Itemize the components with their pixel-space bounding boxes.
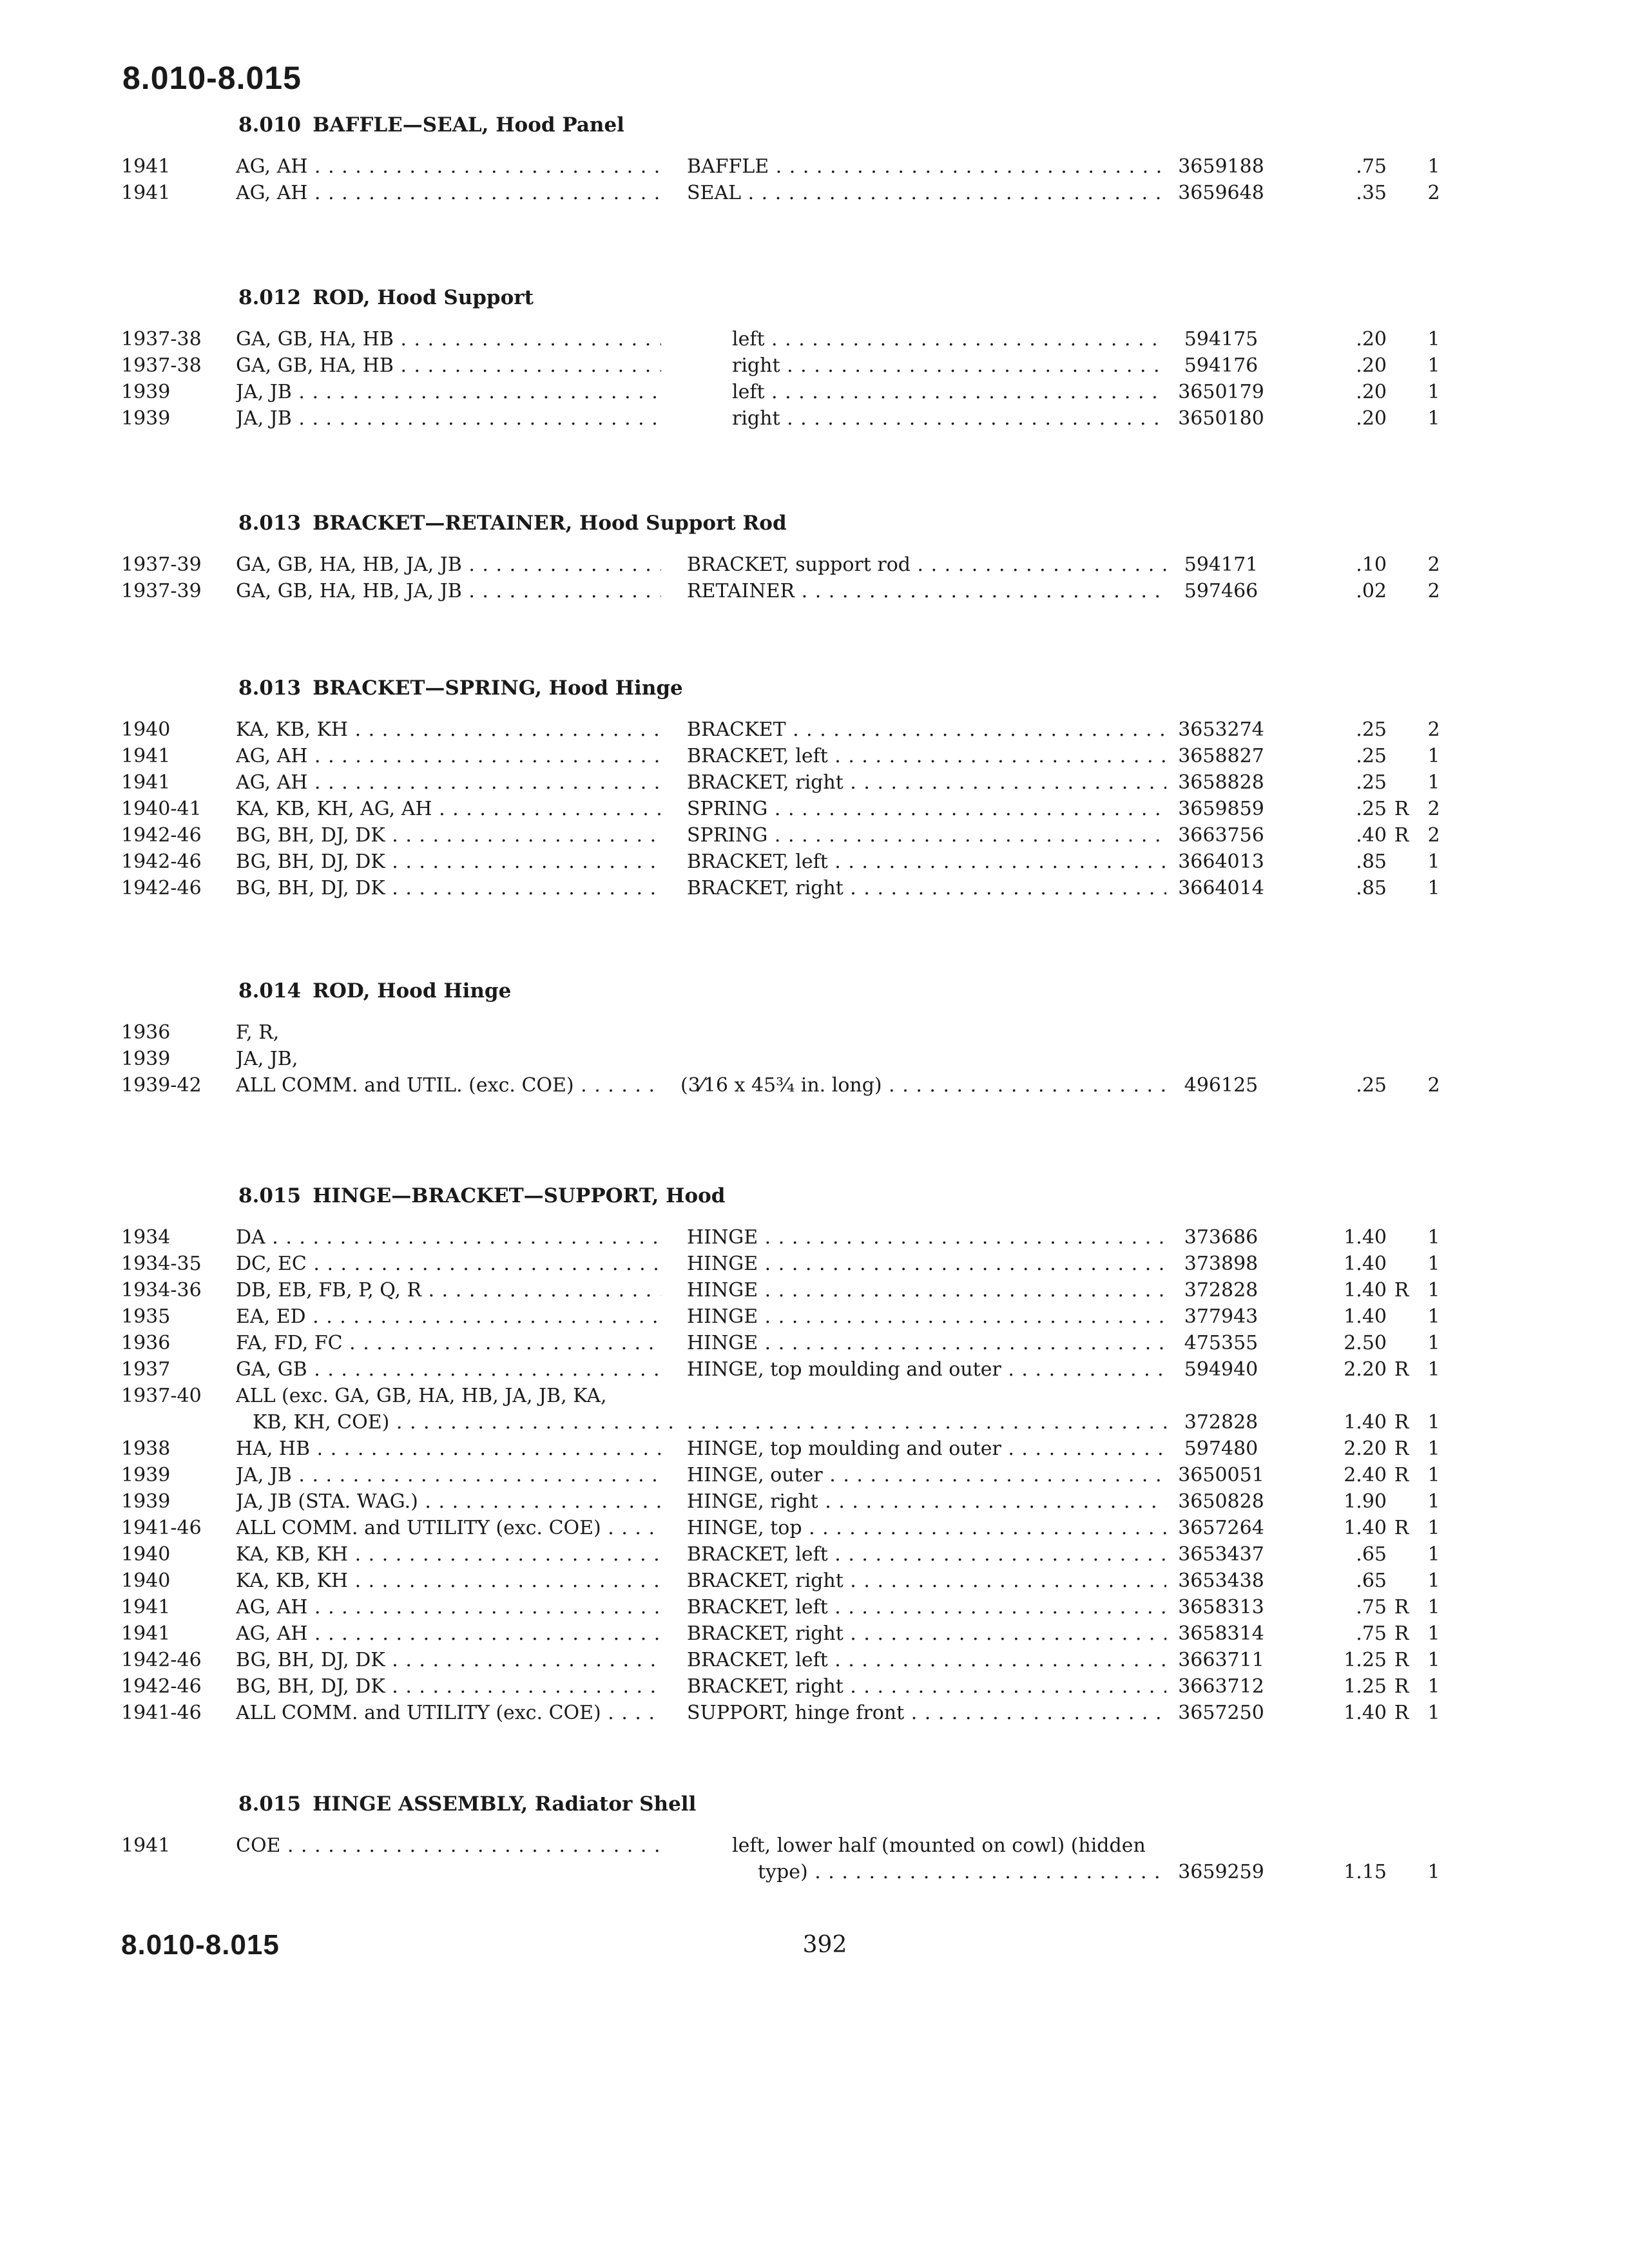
row-year: 1942-46: [121, 850, 202, 873]
row-models: GA, GB . . .: [236, 1356, 661, 1383]
row-quantity: 1: [1427, 155, 1440, 178]
row-price: .65: [1356, 1543, 1387, 1566]
row-year: 1937-39: [121, 580, 202, 602]
row-part-number: 3650828: [1178, 1490, 1264, 1513]
row-price: 1.40: [1344, 1305, 1387, 1328]
row-quantity: 1: [1427, 1332, 1440, 1354]
row-quantity: 1: [1427, 354, 1440, 377]
row-year: 1941: [121, 182, 171, 204]
row-part-number: 3658827: [1178, 745, 1264, 767]
row-year: 1937: [121, 1358, 171, 1381]
section-number: 8.013: [238, 677, 302, 700]
row-quantity: 1: [1427, 1702, 1440, 1724]
row-models: BG, BH, DJ, DK . . .: [236, 1647, 661, 1673]
row-quantity: 1: [1427, 1543, 1440, 1566]
row-part-number: 3659648: [1178, 182, 1264, 204]
row-part-number: 594940: [1184, 1358, 1258, 1381]
row-part: SUPPORT, hinge front . . .: [687, 1700, 1166, 1726]
section-number: 8.013: [238, 512, 302, 535]
row-part: left, lower half (mounted on cowl) (hidden: [732, 1834, 1146, 1857]
row-models: KA, KB, KH . . .: [236, 1568, 661, 1594]
row-models: JA, JB . . .: [236, 379, 661, 405]
row-quantity: 1: [1427, 1305, 1440, 1328]
section-title: BRACKET—SPRING, Hood Hinge: [313, 677, 683, 700]
row-part-number: 3650051: [1178, 1464, 1264, 1486]
row-part-number: 3653274: [1178, 718, 1264, 741]
row-part-number: 373898: [1184, 1253, 1258, 1275]
row-year: 1941: [121, 771, 171, 794]
row-part-number: 372828: [1184, 1411, 1258, 1434]
row-flag: R: [1394, 1649, 1409, 1671]
row-models: JA, JB . . .: [236, 1462, 661, 1488]
row-part-number: 3657250: [1178, 1702, 1264, 1724]
row-part: HINGE . . .: [687, 1330, 1166, 1356]
row-flag: R: [1394, 1464, 1409, 1486]
row-quantity: 1: [1427, 1649, 1440, 1671]
row-models: AG, AH . . .: [236, 743, 661, 769]
row-year: 1939: [121, 1048, 171, 1070]
row-flag: R: [1394, 1675, 1409, 1698]
row-year: 1941-46: [121, 1702, 202, 1724]
row-part-number: 475355: [1184, 1332, 1258, 1354]
row-models: FA, FD, FC . . .: [236, 1330, 661, 1356]
row-price: .25: [1356, 745, 1387, 767]
row-models: BG, BH, DJ, DK . . .: [236, 1673, 661, 1700]
row-price: .20: [1356, 381, 1387, 403]
row-part-number: 3659259: [1178, 1861, 1264, 1883]
row-models: AG, AH . . .: [236, 180, 661, 206]
row-year: 1939: [121, 407, 171, 430]
row-part: left . . .: [732, 379, 1166, 405]
row-models: DA . . .: [236, 1224, 661, 1251]
row-part-number: 597466: [1184, 580, 1258, 602]
section-number: 8.014: [238, 979, 302, 1003]
section-number: 8.012: [238, 286, 302, 309]
row-year: 1941-46: [121, 1517, 202, 1539]
row-part-number: 3653437: [1178, 1543, 1264, 1566]
section-title: ROD, Hood Hinge: [313, 979, 512, 1003]
section-title: HINGE ASSEMBLY, Radiator Shell: [313, 1792, 697, 1816]
row-quantity: 2: [1427, 798, 1440, 820]
section-heading: [238, 286, 534, 309]
row-part-number: 3658828: [1178, 771, 1264, 794]
row-part: BRACKET, left . . .: [687, 1594, 1166, 1620]
row-part: BRACKET, right . . .: [687, 1568, 1166, 1594]
row-quantity: 2: [1427, 718, 1440, 741]
row-quantity: 1: [1427, 877, 1440, 899]
row-part: HINGE, top . . .: [687, 1515, 1166, 1541]
row-year: 1939: [121, 1490, 171, 1513]
row-part: left . . .: [732, 326, 1166, 352]
row-quantity: 1: [1427, 1570, 1440, 1592]
row-flag: R: [1394, 1411, 1409, 1434]
row-part: HINGE . . .: [687, 1277, 1166, 1303]
section-heading: [238, 979, 511, 1003]
row-part: HINGE . . .: [687, 1303, 1166, 1330]
row-price: 1.15: [1344, 1861, 1387, 1883]
row-year: 1938: [121, 1437, 171, 1460]
row-part: BAFFLE . . .: [687, 153, 1166, 180]
row-flag: R: [1394, 798, 1409, 820]
row-year: 1940-41: [121, 798, 202, 820]
section-heading: [238, 113, 624, 137]
row-year: 1940: [121, 1570, 171, 1592]
section-heading: [238, 1184, 725, 1207]
row-part-number: 3653438: [1178, 1570, 1264, 1592]
row-quantity: 1: [1427, 1861, 1440, 1883]
row-flag: R: [1394, 1517, 1409, 1539]
row-models: KB, KH, COE) . . .: [253, 1409, 678, 1436]
row-part-number: 496125: [1184, 1074, 1258, 1097]
row-models: GA, GB, HA, HB . . .: [236, 326, 661, 352]
row-price: 2.20: [1344, 1358, 1387, 1381]
row-part: BRACKET, support rod . . .: [687, 552, 1166, 578]
row-price: .25: [1356, 1074, 1387, 1097]
row-price: 1.25: [1344, 1649, 1387, 1671]
row-models: BG, BH, DJ, DK . . .: [236, 822, 661, 849]
row-models: GA, GB, HA, HB, JA, JB . . .: [236, 578, 661, 604]
row-part-number: 3663756: [1178, 824, 1264, 847]
row-price: .35: [1356, 182, 1387, 204]
page-number: 392: [802, 1932, 847, 1958]
row-part: HINGE, top moulding and outer . . .: [687, 1436, 1166, 1462]
row-year: 1941: [121, 155, 171, 178]
row-part: HINGE, right . . .: [687, 1488, 1166, 1515]
row-price: 1.40: [1344, 1517, 1387, 1539]
row-models: JA, JB (STA. WAG.) . . .: [236, 1488, 661, 1515]
row-part: BRACKET, right . . .: [687, 769, 1166, 796]
row-flag: R: [1394, 1622, 1409, 1645]
row-part: (3⁄16 x 45¾ in. long) . . .: [680, 1072, 1166, 1099]
row-year: 1941: [121, 1596, 171, 1619]
row-price: 1.40: [1344, 1411, 1387, 1434]
row-part-number: 373686: [1184, 1226, 1258, 1249]
row-year: 1942-46: [121, 1649, 202, 1671]
row-models: ALL (exc. GA, GB, HA, HB, JA, JB, KA,: [236, 1385, 607, 1407]
row-part: BRACKET, left . . .: [687, 1541, 1166, 1568]
row-price: .65: [1356, 1570, 1387, 1592]
row-part: [687, 1409, 1166, 1436]
row-quantity: 1: [1427, 850, 1440, 873]
row-part-number: 3664013: [1178, 850, 1264, 873]
section-number: 8.015: [238, 1792, 302, 1816]
row-models: GA, GB, HA, HB . . .: [236, 352, 661, 379]
row-part: BRACKET, left . . .: [687, 1647, 1166, 1673]
row-price: .40: [1356, 824, 1387, 847]
footer-code: 8.010-8.015: [121, 1929, 280, 1961]
row-part: BRACKET, left . . .: [687, 849, 1166, 875]
row-models: KA, KB, KH . . .: [236, 716, 661, 743]
row-models: DC, EC . . .: [236, 1251, 661, 1277]
row-models: F, R,: [236, 1021, 280, 1044]
section-heading: [238, 512, 787, 535]
row-quantity: 1: [1427, 1411, 1440, 1434]
row-flag: R: [1394, 1437, 1409, 1460]
row-year: 1939-42: [121, 1074, 202, 1097]
section-title: ROD, Hood Support: [313, 286, 534, 309]
row-quantity: 2: [1427, 553, 1440, 576]
row-price: .25: [1356, 718, 1387, 741]
row-models: BG, BH, DJ, DK . . .: [236, 849, 661, 875]
row-price: 2.50: [1344, 1332, 1387, 1354]
row-part-number: 3650179: [1178, 381, 1264, 403]
row-quantity: 1: [1427, 328, 1440, 351]
row-price: .75: [1356, 1596, 1387, 1619]
row-models: KA, KB, KH, AG, AH . . .: [236, 796, 661, 822]
row-part: BRACKET, left . . .: [687, 743, 1166, 769]
row-part: SPRING . . .: [687, 822, 1166, 849]
row-models: BG, BH, DJ, DK . . .: [236, 875, 661, 901]
row-part: right . . .: [732, 405, 1166, 432]
row-part-number: 3658314: [1178, 1622, 1264, 1645]
row-models: JA, JB,: [236, 1048, 298, 1070]
row-models: AG, AH . . .: [236, 769, 661, 796]
row-part: HINGE, top moulding and outer . . .: [687, 1356, 1166, 1383]
row-price: .75: [1356, 155, 1387, 178]
row-part-number: 3663711: [1178, 1649, 1264, 1671]
row-part: HINGE, outer . . .: [687, 1462, 1166, 1488]
row-year: 1941: [121, 745, 171, 767]
row-models: ALL COMM. and UTILITY (exc. COE) . . .: [236, 1515, 661, 1541]
row-quantity: 2: [1427, 824, 1440, 847]
row-quantity: 1: [1427, 1226, 1440, 1249]
row-price: 1.40: [1344, 1226, 1387, 1249]
row-quantity: 1: [1427, 1675, 1440, 1698]
row-part: BRACKET . . .: [687, 716, 1166, 743]
row-year: 1940: [121, 718, 171, 741]
row-flag: R: [1394, 1279, 1409, 1302]
row-price: .20: [1356, 354, 1387, 377]
section-title: BRACKET—RETAINER, Hood Support Rod: [313, 512, 787, 535]
row-price: .75: [1356, 1622, 1387, 1645]
row-quantity: 1: [1427, 1464, 1440, 1486]
row-part: BRACKET, right . . .: [687, 1673, 1166, 1700]
row-models: ALL COMM. and UTIL. (exc. COE) . . .: [236, 1072, 661, 1099]
row-flag: R: [1394, 1596, 1409, 1619]
row-part: HINGE . . .: [687, 1224, 1166, 1251]
row-price: .25: [1356, 771, 1387, 794]
section-number: 8.010: [238, 113, 302, 137]
row-flag: R: [1394, 1702, 1409, 1724]
row-price: 1.25: [1344, 1675, 1387, 1698]
row-models: KA, KB, KH . . .: [236, 1541, 661, 1568]
row-part: HINGE . . .: [687, 1251, 1166, 1277]
row-quantity: 1: [1427, 1437, 1440, 1460]
row-quantity: 2: [1427, 182, 1440, 204]
row-quantity: 1: [1427, 745, 1440, 767]
row-part-number: 3658313: [1178, 1596, 1264, 1619]
row-models: EA, ED . . .: [236, 1303, 661, 1330]
row-quantity: 1: [1427, 1622, 1440, 1645]
row-price: 2.20: [1344, 1437, 1387, 1460]
row-models: AG, AH . . .: [236, 1620, 661, 1647]
row-year: 1941: [121, 1622, 171, 1645]
row-year: 1939: [121, 381, 171, 403]
row-year: 1936: [121, 1332, 171, 1354]
row-part: RETAINER . . .: [687, 578, 1166, 604]
row-part-number: 3657264: [1178, 1517, 1264, 1539]
row-price: 1.40: [1344, 1253, 1387, 1275]
row-part-number: 377943: [1184, 1305, 1258, 1328]
row-year: 1937-38: [121, 328, 202, 351]
row-year: 1934-35: [121, 1253, 202, 1275]
row-year: 1937-40: [121, 1385, 202, 1407]
row-part: SEAL . . .: [687, 180, 1166, 206]
row-year: 1940: [121, 1543, 171, 1566]
row-part: BRACKET, right . . .: [687, 875, 1166, 901]
row-price: .20: [1356, 407, 1387, 430]
row-price: 1.90: [1344, 1490, 1387, 1513]
row-models: GA, GB, HA, HB, JA, JB . . .: [236, 552, 661, 578]
row-year: 1935: [121, 1305, 171, 1328]
row-part: BRACKET, right . . .: [687, 1620, 1166, 1647]
row-part: type) . . .: [758, 1859, 1166, 1885]
row-year: 1934: [121, 1226, 171, 1249]
row-price: .20: [1356, 328, 1387, 351]
row-part-number: 3659859: [1178, 798, 1264, 820]
row-quantity: 1: [1427, 1358, 1440, 1381]
row-part-number: 597480: [1184, 1437, 1258, 1460]
row-quantity: 1: [1427, 1279, 1440, 1302]
row-year: 1942-46: [121, 877, 202, 899]
row-year: 1942-46: [121, 1675, 202, 1698]
row-part-number: 594175: [1184, 328, 1258, 351]
row-quantity: 1: [1427, 771, 1440, 794]
section-heading: [238, 1792, 696, 1816]
section-number: 8.015: [238, 1184, 302, 1207]
row-price: .85: [1356, 877, 1387, 899]
row-year: 1936: [121, 1021, 171, 1044]
row-models: DB, EB, FB, P, Q, R . . .: [236, 1277, 661, 1303]
row-quantity: 1: [1427, 1490, 1440, 1513]
row-quantity: 1: [1427, 407, 1440, 430]
row-models: COE . . .: [236, 1832, 661, 1859]
row-part-number: 594176: [1184, 354, 1258, 377]
section-title: HINGE—BRACKET—SUPPORT, Hood: [313, 1184, 726, 1207]
row-quantity: 1: [1427, 1517, 1440, 1539]
section-heading: [238, 677, 683, 700]
row-price: .85: [1356, 850, 1387, 873]
row-part-number: 3659188: [1178, 155, 1264, 178]
row-year: 1939: [121, 1464, 171, 1486]
row-year: 1942-46: [121, 824, 202, 847]
row-price: 1.40: [1344, 1279, 1387, 1302]
row-quantity: 1: [1427, 381, 1440, 403]
row-year: 1941: [121, 1834, 171, 1857]
row-quantity: 2: [1427, 1074, 1440, 1097]
row-price: .10: [1356, 553, 1387, 576]
row-flag: R: [1394, 1358, 1409, 1381]
row-models: AG, AH . . .: [236, 153, 661, 180]
row-quantity: 2: [1427, 580, 1440, 602]
section-title: BAFFLE—SEAL, Hood Panel: [313, 113, 624, 137]
row-quantity: 1: [1427, 1596, 1440, 1619]
page-header-code: 8.010-8.015: [122, 60, 302, 96]
row-part-number: 594171: [1184, 553, 1258, 576]
row-part-number: 3650180: [1178, 407, 1264, 430]
row-price: .25: [1356, 798, 1387, 820]
row-part: right . . .: [732, 352, 1166, 379]
row-price: 1.40: [1344, 1702, 1387, 1724]
row-part: SPRING . . .: [687, 796, 1166, 822]
row-flag: R: [1394, 824, 1409, 847]
row-year: 1934-36: [121, 1279, 202, 1302]
row-year: 1937-38: [121, 354, 202, 377]
row-part-number: 3663712: [1178, 1675, 1264, 1698]
row-quantity: 1: [1427, 1253, 1440, 1275]
row-part-number: 372828: [1184, 1279, 1258, 1302]
row-models: JA, JB . . .: [236, 405, 661, 432]
row-year: 1937-39: [121, 553, 202, 576]
row-price: .02: [1356, 580, 1387, 602]
row-models: ALL COMM. and UTILITY (exc. COE) . . .: [236, 1700, 661, 1726]
row-price: 2.40: [1344, 1464, 1387, 1486]
row-models: AG, AH . . .: [236, 1594, 661, 1620]
row-part-number: 3664014: [1178, 877, 1264, 899]
row-models: HA, HB . . .: [236, 1436, 661, 1462]
